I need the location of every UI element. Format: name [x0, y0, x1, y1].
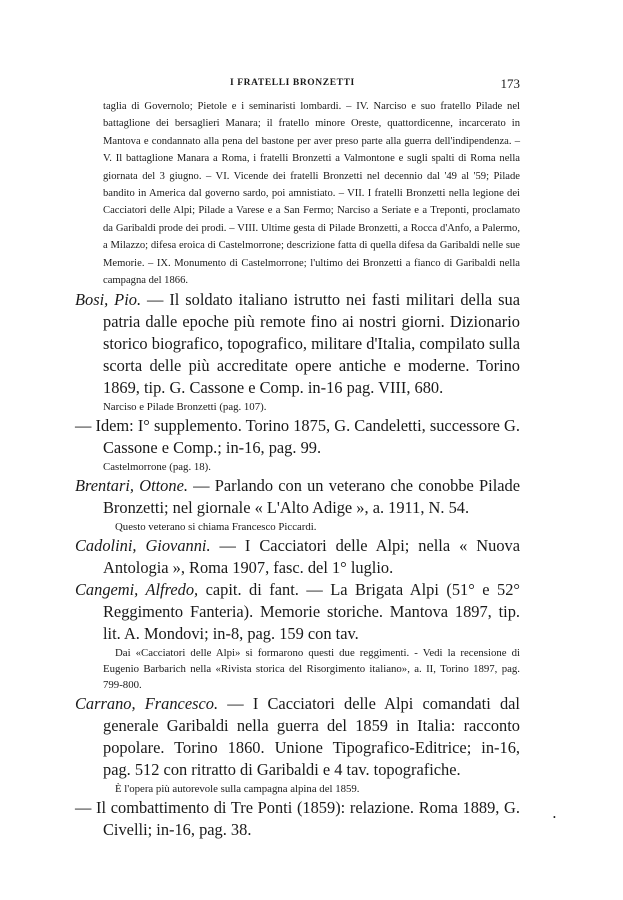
- entry-note: Narciso e Pilade Bronzetti (pag. 107).: [103, 401, 267, 414]
- entry-author: Brentari, Ottone.: [75, 476, 188, 496]
- entry-note: Castelmorrone (pag. 18).: [103, 461, 211, 474]
- entry-author: Carrano, Francesco.: [75, 694, 219, 714]
- entry-text: — Idem: I° supplemento. Torino 1875, G. Candeletti, successore G. Cassone e Comp.; in-16, pag. 99.: [75, 416, 520, 458]
- bibliography-entry: [75, 797, 520, 841]
- entry-author: Cadolini, Giovanni.: [75, 536, 211, 556]
- entry-text: — I Cacciatori delle Alpi; nella « Nuova Antologia », Roma 1907, fasc. del 1° luglio.: [103, 536, 520, 578]
- running-title: I FRATELLI BRONZETTI: [230, 78, 355, 88]
- entry-text: — I Cacciatori delle Alpi comandati dal generale Garibaldi nella guerra del 1859 in Italia: racconto popolare. Torino 1860. Unione Tipografico-Editrice; in-16, pag. 512 con ritratto di Garibaldi e 4 tav. topografiche.: [103, 694, 520, 780]
- entry-note: È l'opera più autorevole sulla campagna alpina del 1859.: [115, 783, 360, 796]
- bibliography-entry: [75, 693, 520, 781]
- entry-author: Bosi, Pio.: [75, 290, 142, 310]
- bibliography-entry: [75, 415, 520, 459]
- page-body: [75, 98, 520, 841]
- entry-text: — Il soldato italiano istrutto nei fasti militari della sua patria dalle epoche più remote fino ai nostri giorni. Dizionario storico biografico, topografico, militare d'Italia, compilato sulla scorta delle più accreditate opere antiche e moderne. Torino 1869, tip. G. Cassone e Comp. in-16 pag. VIII, 680.: [103, 290, 520, 398]
- page-header: [110, 78, 520, 94]
- entry-note: Dai «Cacciatori delle Alpi» si formarono questi due reggimenti. - Vedi la recensione di Eugenio Barbarich nella «Rivista storica del Risorgimento italiano», a. II, Torino 1897, pag. 799-800.: [103, 647, 520, 692]
- bibliography-entry: [75, 579, 520, 645]
- entry-author: Cangemi, Alfredo,: [75, 580, 199, 600]
- bibliography-entry: [75, 475, 520, 519]
- entry-note: Questo veterano si chiama Francesco Piccardi.: [115, 521, 317, 534]
- page-number: 173: [500, 76, 520, 91]
- bibliography-entry: [75, 289, 520, 399]
- intro-paragraph: taglia di Governolo; Pietole e i seminaristi lombardi. – IV. Narciso e suo fratello Pilade nel battaglione dei bersaglieri Manara; il fratello minore Oreste, quattordicenne, incarcerato in Mantova e condannato alla pena del bastone per aver preso parte alla guerra dell'indipendenza. – V. Il battaglione Manara a Roma, i fratelli Bronzetti a Valmontone e sugli spalti di Roma nella giornata del 3 giugno. – VI. Vicende dei fratelli Bronzetti nel decennio dal '49 al '59; Pilade bandito in America dal governo sardo, poi amnistiato. – VII. I fratelli Bronzetti nella legione dei Cacciatori delle Alpi; Pilade a Varese e a San Fermo; Narciso a Seriate e a Treponti, proclamato da Garibaldi prode dei prodi. – VIII. Ultime gesta di Pilade Bronzetti, a Rocca d'Anfo, a Palermo, a Milazzo; difesa eroica di Castelmorrone; descrizione fatta di quella difesa da Garibaldi nelle sue Memorie. – IX. Monumento di Castelmorrone; l'ultimo dei Bronzetti a fianco di Garibaldi nella campagna del 1866.: [103, 101, 520, 287]
- bibliography-entry: [75, 535, 520, 579]
- entry-text: capit. di fant. — La Brigata Alpi (51° e 52° Reggimento Fanteria). Memorie storiche. Mantova 1897, tip. lit. A. Mondovi; in-8, pag. 159 con tav.: [103, 580, 520, 644]
- entry-text: — Parlando con un veterano che conobbe Pilade Bronzetti; nel giornale « L'Alto Adige », a. 1911, N. 54.: [103, 476, 520, 518]
- margin-dot: •: [553, 813, 556, 822]
- entry-text: — Il combattimento di Tre Ponti (1859): relazione. Roma 1889, G. Civelli; in-16, pag. 38.: [75, 798, 520, 840]
